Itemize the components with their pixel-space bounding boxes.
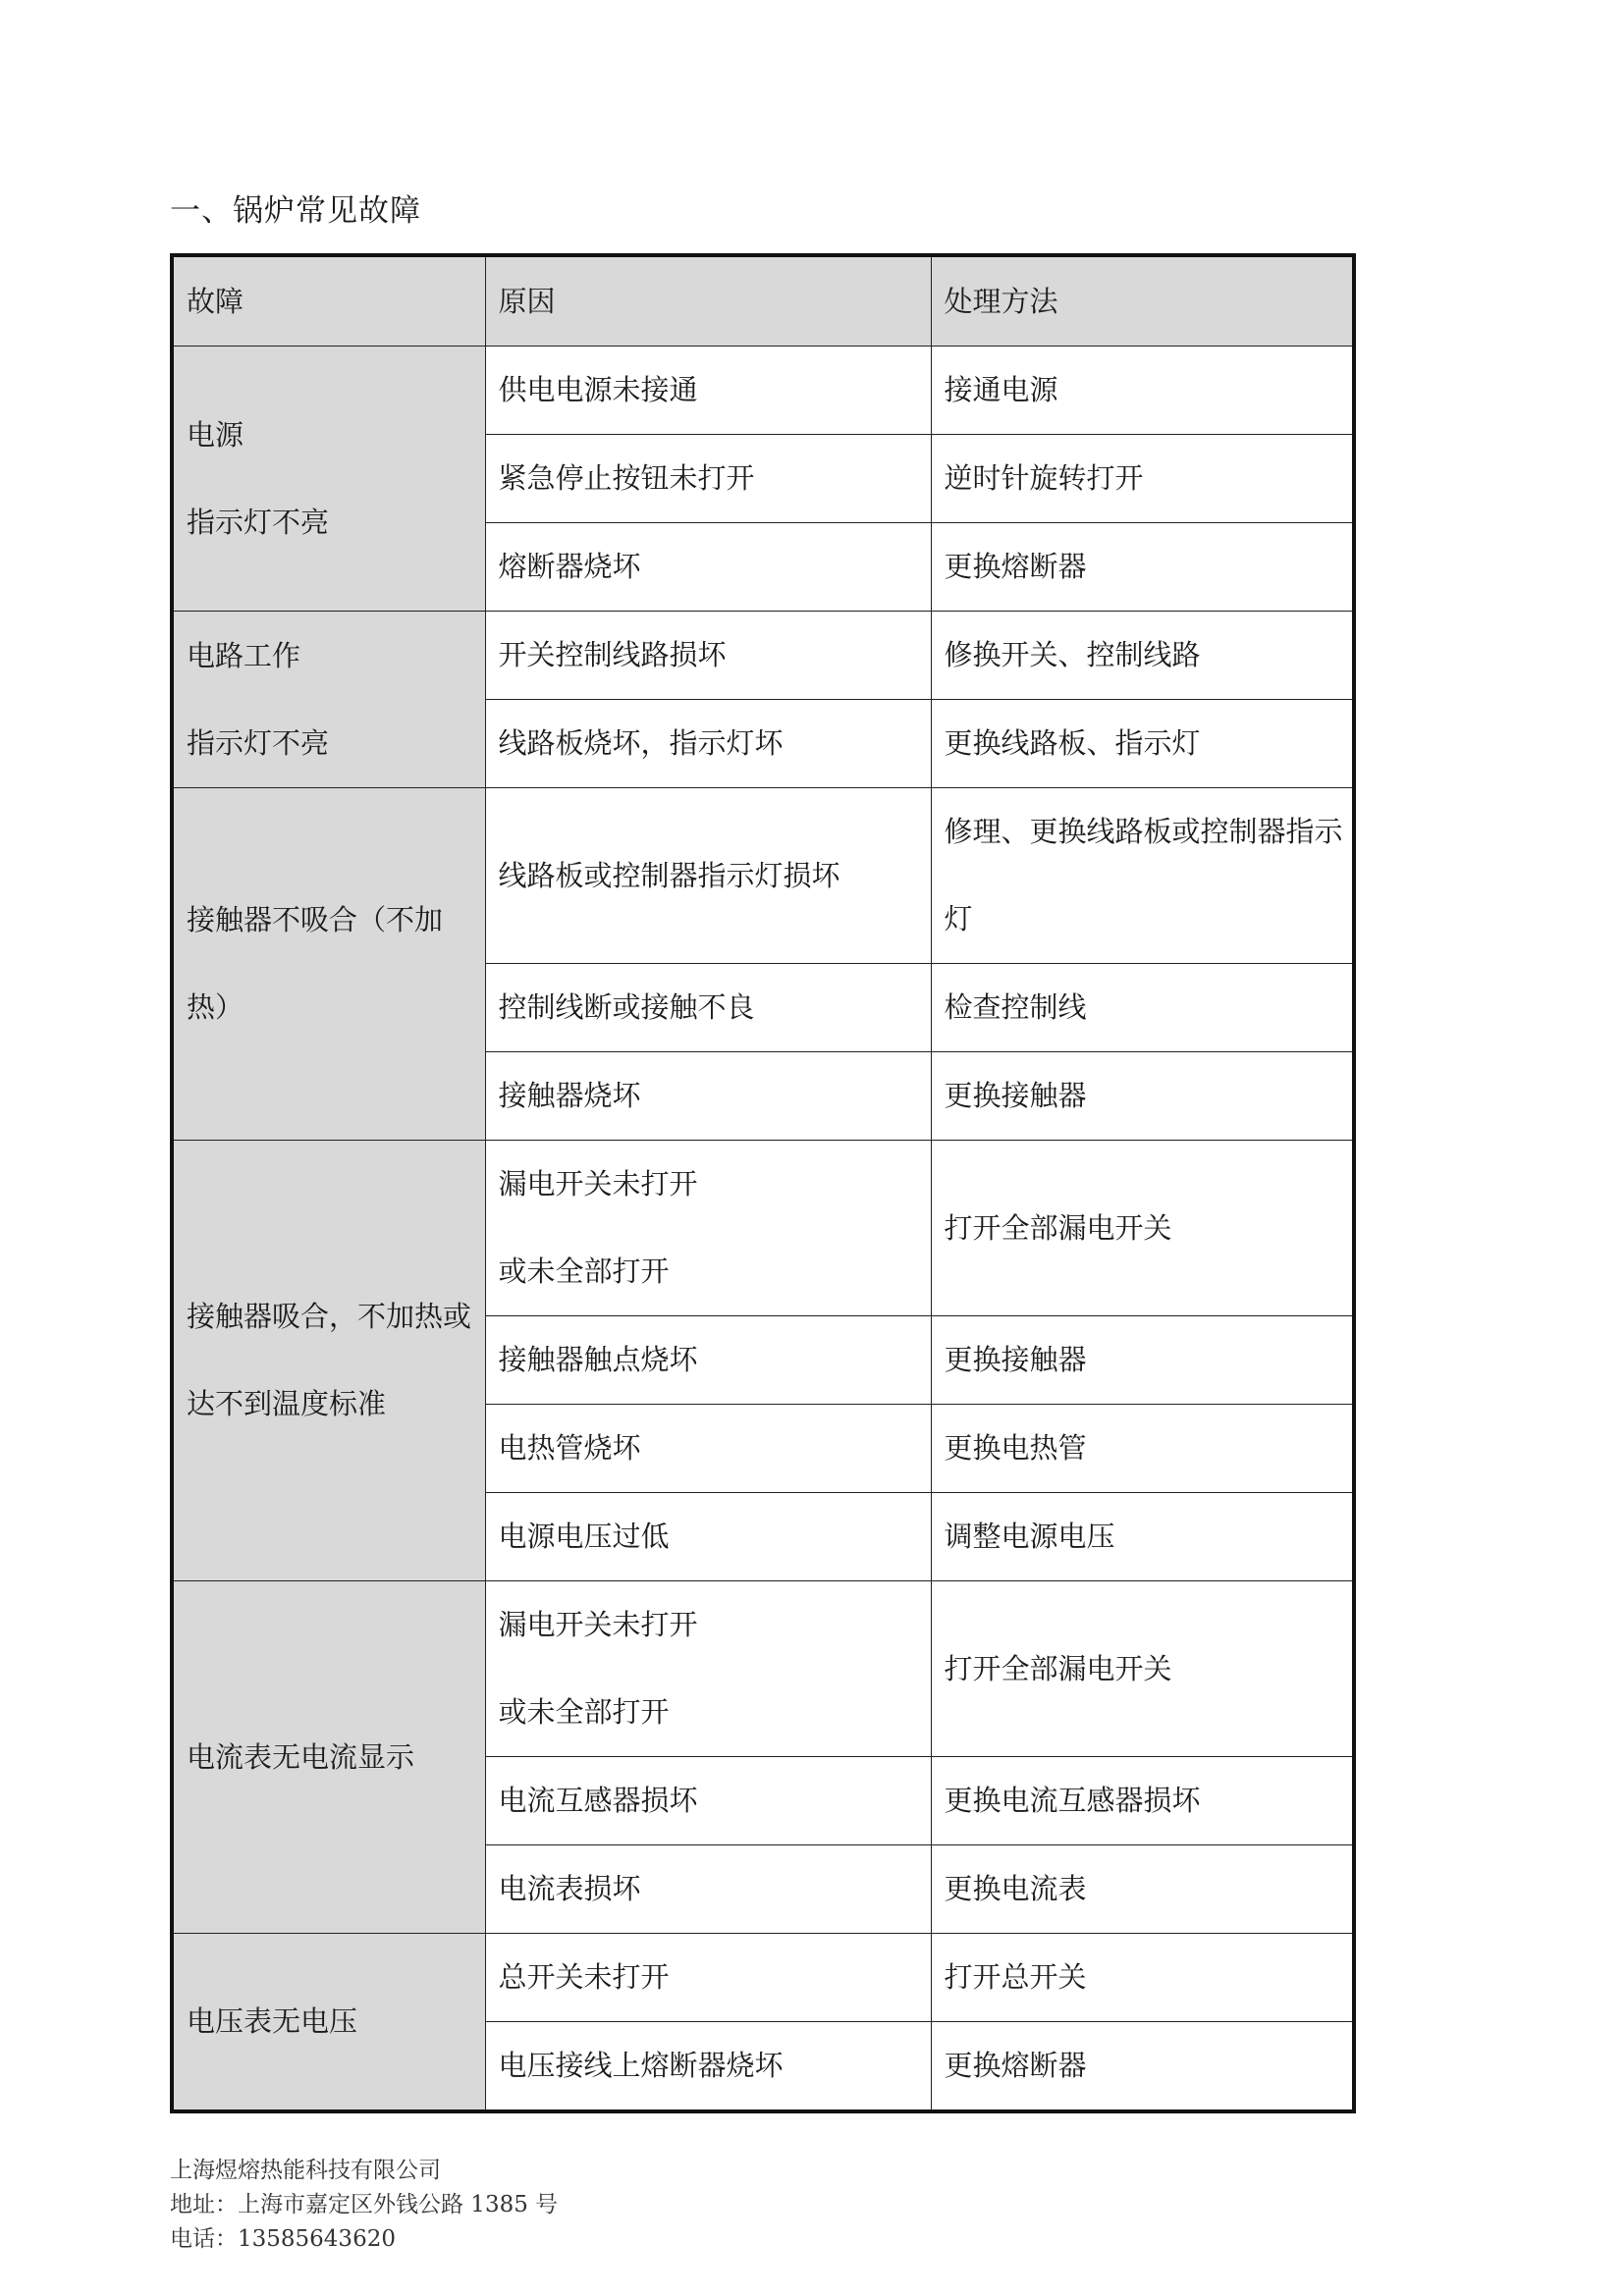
method-cell	[931, 1405, 1354, 1493]
cell-line: 熔断器烧坏	[498, 550, 641, 583]
header-fault: 故障	[172, 255, 485, 347]
cell-line: 打开全部漏电开关	[944, 1651, 1172, 1685]
fault-cell	[172, 612, 485, 788]
section-title: 一、锅炉常见故障	[170, 193, 421, 229]
cell-line: 电源电压过低	[498, 1520, 670, 1553]
method-cell	[931, 1581, 1354, 1757]
cell-line: 灯	[944, 902, 973, 935]
cell-line: 线路板烧坏，指示灯坏	[498, 726, 784, 760]
cell-line: 指示灯不亮	[187, 725, 330, 760]
cell-line: 热）	[187, 990, 244, 1024]
method-cell	[931, 435, 1354, 523]
table-row	[172, 347, 1354, 435]
table-row	[172, 788, 1354, 964]
cell-line: 开关控制线路损坏	[498, 638, 727, 671]
cell-line: 修换开关、控制线路	[944, 638, 1201, 671]
cell-line: 电热管烧坏	[498, 1431, 641, 1465]
cause-cell	[485, 964, 931, 1052]
cell-line: 电流表无电流显示	[187, 1739, 415, 1774]
table-row	[172, 1141, 1354, 1316]
cell-line: 电压接线上熔断器烧坏	[498, 2049, 784, 2082]
cell-line: 调整电源电压	[944, 1520, 1115, 1553]
cell-line: 漏电开关未打开	[498, 1608, 698, 1641]
method-cell	[931, 1493, 1354, 1581]
cell-line: 电流互感器损坏	[498, 1784, 698, 1817]
cell-line: 或未全部打开	[498, 1695, 670, 1729]
cell-line: 接触器触点烧坏	[498, 1343, 698, 1376]
cause-cell	[485, 1581, 931, 1757]
cell-line: 修理、更换线路板或控制器指示	[944, 815, 1343, 848]
cause-cell	[485, 347, 931, 435]
cause-cell	[485, 1757, 931, 1845]
cell-line: 指示灯不亮	[187, 505, 330, 539]
fault-table-body	[172, 347, 1354, 2112]
cell-line: 供电电源未接通	[498, 373, 698, 406]
fault-cell	[172, 1581, 485, 1934]
fault-cell	[172, 347, 485, 612]
cell-line: 更换接触器	[944, 1079, 1087, 1112]
footer	[170, 2154, 558, 2257]
method-cell	[931, 2022, 1354, 2112]
method-cell	[931, 1316, 1354, 1405]
fault-cell	[172, 788, 485, 1141]
cell-line: 总开关未打开	[498, 1960, 670, 1994]
cell-line: 电流表损坏	[498, 1872, 641, 1905]
cause-cell	[485, 700, 931, 788]
cause-cell	[485, 435, 931, 523]
cell-line: 线路板或控制器指示灯损坏	[498, 858, 840, 892]
cause-cell	[485, 612, 931, 700]
method-cell	[931, 612, 1354, 700]
cell-line: 漏电开关未打开	[498, 1167, 698, 1201]
cell-line: 接触器吸合，不加热或	[187, 1300, 472, 1333]
cell-line: 接触器不吸合（不加	[187, 903, 444, 936]
cell-line: 控制线断或接触不良	[498, 990, 755, 1024]
cell-line: 电源	[187, 417, 244, 452]
cell-line: 更换电流互感器损坏	[944, 1784, 1201, 1817]
method-cell	[931, 788, 1354, 964]
fault-table	[170, 253, 1356, 2113]
method-cell	[931, 523, 1354, 612]
cell-line: 更换熔断器	[944, 2049, 1087, 2082]
cause-cell	[485, 2022, 931, 2112]
header-row	[172, 255, 1354, 347]
header-cause: 原因	[485, 255, 931, 347]
footer-company: 上海煜熔热能科技有限公司	[170, 2158, 441, 2183]
footer-phone: 电话：13585643620	[170, 2226, 396, 2252]
cell-line: 电压表无电压	[187, 2004, 358, 2038]
method-cell	[931, 1934, 1354, 2022]
method-cell	[931, 1052, 1354, 1141]
method-cell	[931, 964, 1354, 1052]
cause-cell	[485, 1845, 931, 1934]
cell-line: 达不到温度标准	[187, 1387, 387, 1420]
cause-cell	[485, 1405, 931, 1493]
header-method: 处理方法	[931, 255, 1354, 347]
cell-line: 电路工作	[187, 638, 301, 672]
table-row	[172, 612, 1354, 700]
cell-line: 更换电流表	[944, 1872, 1087, 1905]
cause-cell	[485, 1316, 931, 1405]
fault-cell	[172, 1934, 485, 2112]
method-cell	[931, 1845, 1354, 1934]
cell-line: 更换熔断器	[944, 550, 1087, 583]
method-cell	[931, 1757, 1354, 1845]
cause-cell	[485, 523, 931, 612]
cell-line: 接通电源	[944, 373, 1058, 406]
cause-cell	[485, 1052, 931, 1141]
cause-cell	[485, 1141, 931, 1316]
cell-line: 更换接触器	[944, 1343, 1087, 1376]
cell-line: 更换电热管	[944, 1431, 1087, 1465]
cell-line: 逆时针旋转打开	[944, 461, 1144, 495]
cause-cell	[485, 788, 931, 964]
table-row	[172, 1934, 1354, 2022]
method-cell	[931, 347, 1354, 435]
cell-line: 或未全部打开	[498, 1255, 670, 1288]
cell-line: 更换线路板、指示灯	[944, 726, 1201, 760]
cell-line: 检查控制线	[944, 990, 1087, 1024]
fault-cell	[172, 1141, 485, 1581]
cell-line: 紧急停止按钮未打开	[498, 461, 755, 495]
method-cell	[931, 1141, 1354, 1316]
cell-line: 接触器烧坏	[498, 1079, 641, 1112]
method-cell	[931, 700, 1354, 788]
cause-cell	[485, 1493, 931, 1581]
table-row	[172, 1581, 1354, 1757]
cause-cell	[485, 1934, 931, 2022]
cell-line: 打开总开关	[944, 1960, 1087, 1994]
cell-line: 打开全部漏电开关	[944, 1210, 1172, 1245]
footer-address: 地址：上海市嘉定区外钱公路 1385 号	[170, 2192, 559, 2217]
